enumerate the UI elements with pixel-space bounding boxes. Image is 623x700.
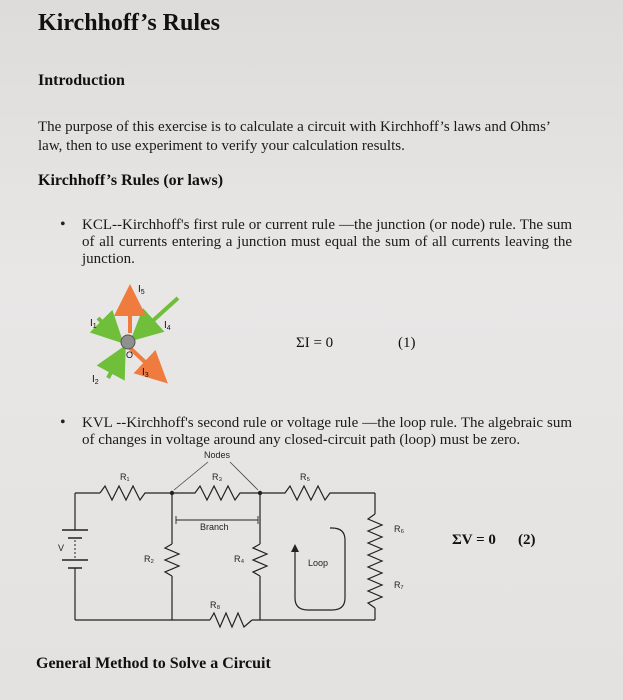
label-r5: R₅	[300, 472, 311, 482]
loop-arrow-icon	[291, 544, 299, 552]
node-dot-left	[170, 491, 174, 495]
resistor-r2	[165, 544, 179, 576]
label-r1: R₁	[120, 472, 130, 482]
current-i4-arrow	[136, 298, 178, 336]
kvl-equation-number: (2)	[518, 532, 536, 548]
resistor-r5	[260, 486, 345, 500]
current-i2-arrow	[108, 352, 122, 378]
label-loop: Loop	[308, 558, 329, 568]
label-r8: R₈	[210, 600, 221, 610]
nodes-pointer-left	[174, 462, 208, 490]
label-i4: $I_4$	[164, 320, 171, 332]
label-i2: $I_2$	[92, 374, 99, 386]
kvl-circuit-diagram	[60, 448, 430, 638]
introduction-heading: Introduction	[38, 72, 125, 89]
label-r6: R₆	[394, 524, 405, 534]
general-method-heading: General Method to Solve a Circuit	[36, 655, 271, 672]
current-i1-arrow	[98, 318, 118, 338]
introduction-paragraph: The purpose of this exercise is to calculate a circuit with Kirchhoff’s laws and Ohms’ law, then to use experiment to verify your calculation results.	[38, 119, 550, 154]
label-branch: Branch	[200, 522, 229, 532]
kcl-junction-diagram	[90, 278, 200, 388]
kcl-equation: ΣI = 0	[296, 335, 334, 351]
node-label: O	[126, 350, 134, 360]
resistor-r4	[253, 544, 267, 576]
kvl-description: KVL --Kirchhoff's second rule or voltage rule —the loop rule. The algebraic sum of changes in voltage around any closed-circuit path (loop) must be zero.	[82, 415, 572, 448]
battery-symbol	[62, 530, 88, 568]
junction-node	[121, 335, 135, 349]
label-r3: R₃	[212, 472, 223, 482]
kcl-description: KCL--Kirchhoff's first rule or current rule —the junction (or node) rule. The sum of all currents entering a junction must equal the sum of all currents leaving the junction.	[82, 217, 572, 267]
page-title: Kirchhoff’s Rules	[38, 10, 220, 36]
kcl-bullet: •	[60, 216, 66, 233]
label-r2: R₂	[144, 554, 154, 564]
kcl-equation-number: (1)	[398, 335, 416, 351]
label-v: V	[58, 543, 65, 553]
kvl-bullet: •	[60, 414, 66, 431]
kvl-equation: ΣV = 0	[452, 532, 496, 548]
label-i3: $I_3$	[142, 367, 149, 379]
resistor-r1	[100, 486, 172, 500]
resistor-r3	[172, 486, 260, 500]
node-dot-right	[258, 491, 262, 495]
resistor-r6-r7	[368, 514, 382, 608]
label-r7: R₇	[394, 580, 404, 590]
label-i5: $I_5$	[138, 284, 145, 296]
label-nodes: Nodes	[204, 450, 231, 460]
resistor-r8	[210, 613, 252, 627]
label-i1: $I_1$	[90, 318, 97, 330]
rules-heading: Kirchhoff’s Rules (or laws)	[38, 172, 224, 189]
label-r4: R₄	[234, 554, 245, 564]
loop-indicator	[295, 528, 345, 610]
nodes-pointer-right	[230, 462, 258, 490]
